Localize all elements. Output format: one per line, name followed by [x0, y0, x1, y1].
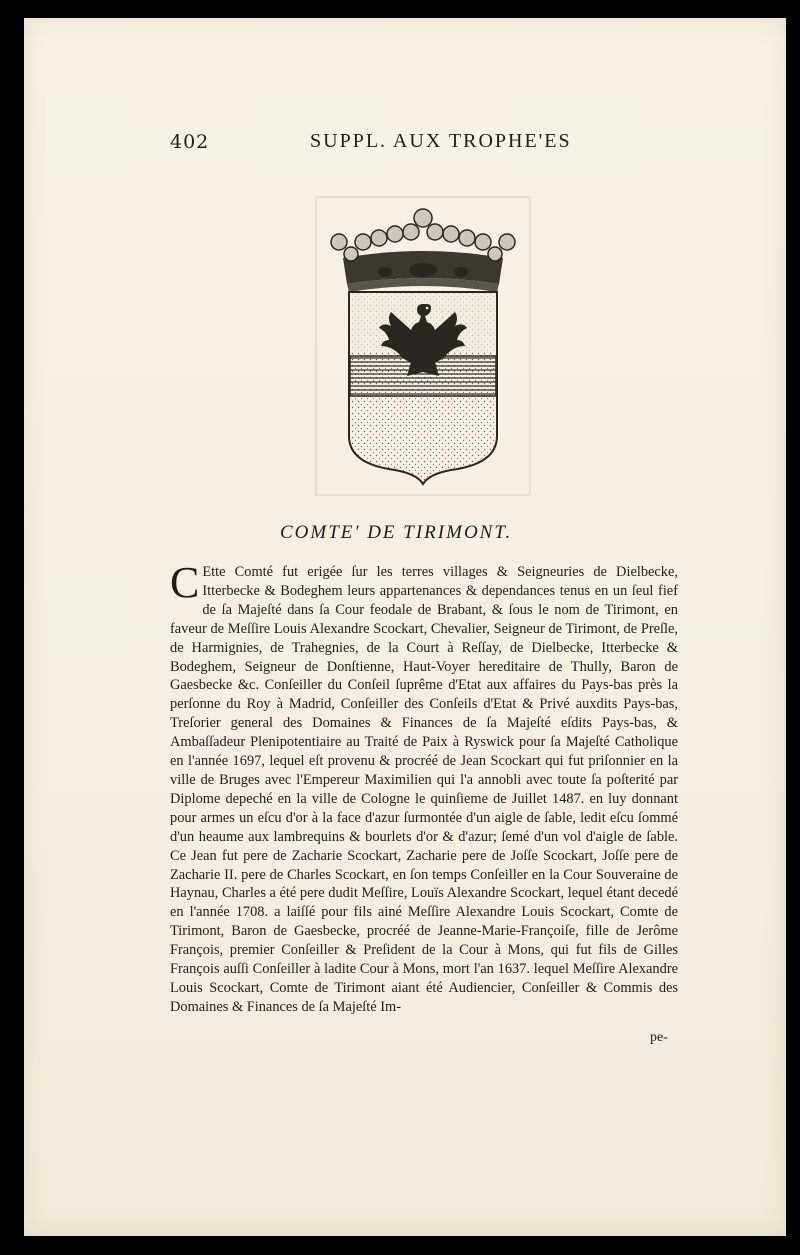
drop-cap: C — [170, 558, 200, 607]
running-head: SUPPL. AUX TROPHE'ES — [310, 130, 572, 152]
body-text: Ette Comté fut erigée ſur les terres villages & Seigneuries de Dielbecke, Itterbecke & Bodeghem leurs appartenances & dependances tenus en un ſeul fief de ſa Majeſté dans ſa Cour feodale de Brabant, & ſous le nom de Tirimont, en faveur de Meſſire Louis Alexandre Scockart, Chevalier, Seigneur de Tirimont, de Preſle, de Harmignies, de Trahegnies, de la Court à Reſſay, de Dielbecke, Itterbecke & Bodeghem, Seigneur de Donſtienne, Haut-Voyer hereditaire de Thully, Baron de Gaesbecke &c. Conſeiller du Conſeil ſuprême d'Etat aux affaires du Pays-bas près la perſonne du Roy à Madrid, Conſeiller des Conſeils d'Etat & Privé auxdits Pays-bas, Treſorier general des Domaines & Finances de ſa Majeſté eſdits Pays-bas, & Ambaſſadeur Plenipotentiaire au Traité de Paix à Ryswick pour ſa Majeſté Catholique en l'année 1697, lequel eſt provenu & procréé de Jean Scockart qui fut priſonnier en la ville de Bruges avec l'Empereur Maximilien qui l'a annobli avec toute ſa poſterité par Diplome depeché en la ville de Cologne le quinſieme de Juillet 1487. en luy donnant pour armes un eſcu d'or à la face d'azur ſurmontée d'un aigle de ſable, ledit eſcu ſommé d'un heaume aux lambrequins & bourlets d'or & d'azur; ſemé d'un vol d'aigle de ſable. Ce Jean fut pere de Zacharie Scockart, Zacharie pere de Joſſe Scockart, Joſſe pere de Zacharie II. pere de Charles Scockart, en ſon temps Conſeiller en la Cour Souveraine de Haynau, Charles a été pere dudit Meſſire, Louïs Alexandre Scockart, lequel étant decedé en l'année 1708. a laiſſé pour fils ainé Meſſire Alexandre Louis Scockart, Comte de Tirimont, Baron de Gaesbecke, procréé de Jeanne-Marie-Françoiſe, fille de Jerôme François, premier Conſeiller & Preſident de la Cour à Mons, qui fut fils de Gilles François auſſi Conſeiller à ladite Cour à Mons, mort l'an 1637. lequel Meſſire Alexandre Louis Scockart, Comte de Tirimont aiant été Audiencier, Conſeiller & Commis des Domaines & Finances de ſa Majeſté Im- — [170, 564, 678, 1015]
catchword: pe- — [650, 1030, 668, 1045]
body-paragraph — [170, 558, 678, 1017]
section-title: COMTE' DE TIRIMONT. — [280, 522, 513, 543]
count-coronet-icon — [331, 209, 515, 292]
page-number: 402 — [170, 131, 210, 153]
coat-of-arms — [315, 196, 531, 496]
